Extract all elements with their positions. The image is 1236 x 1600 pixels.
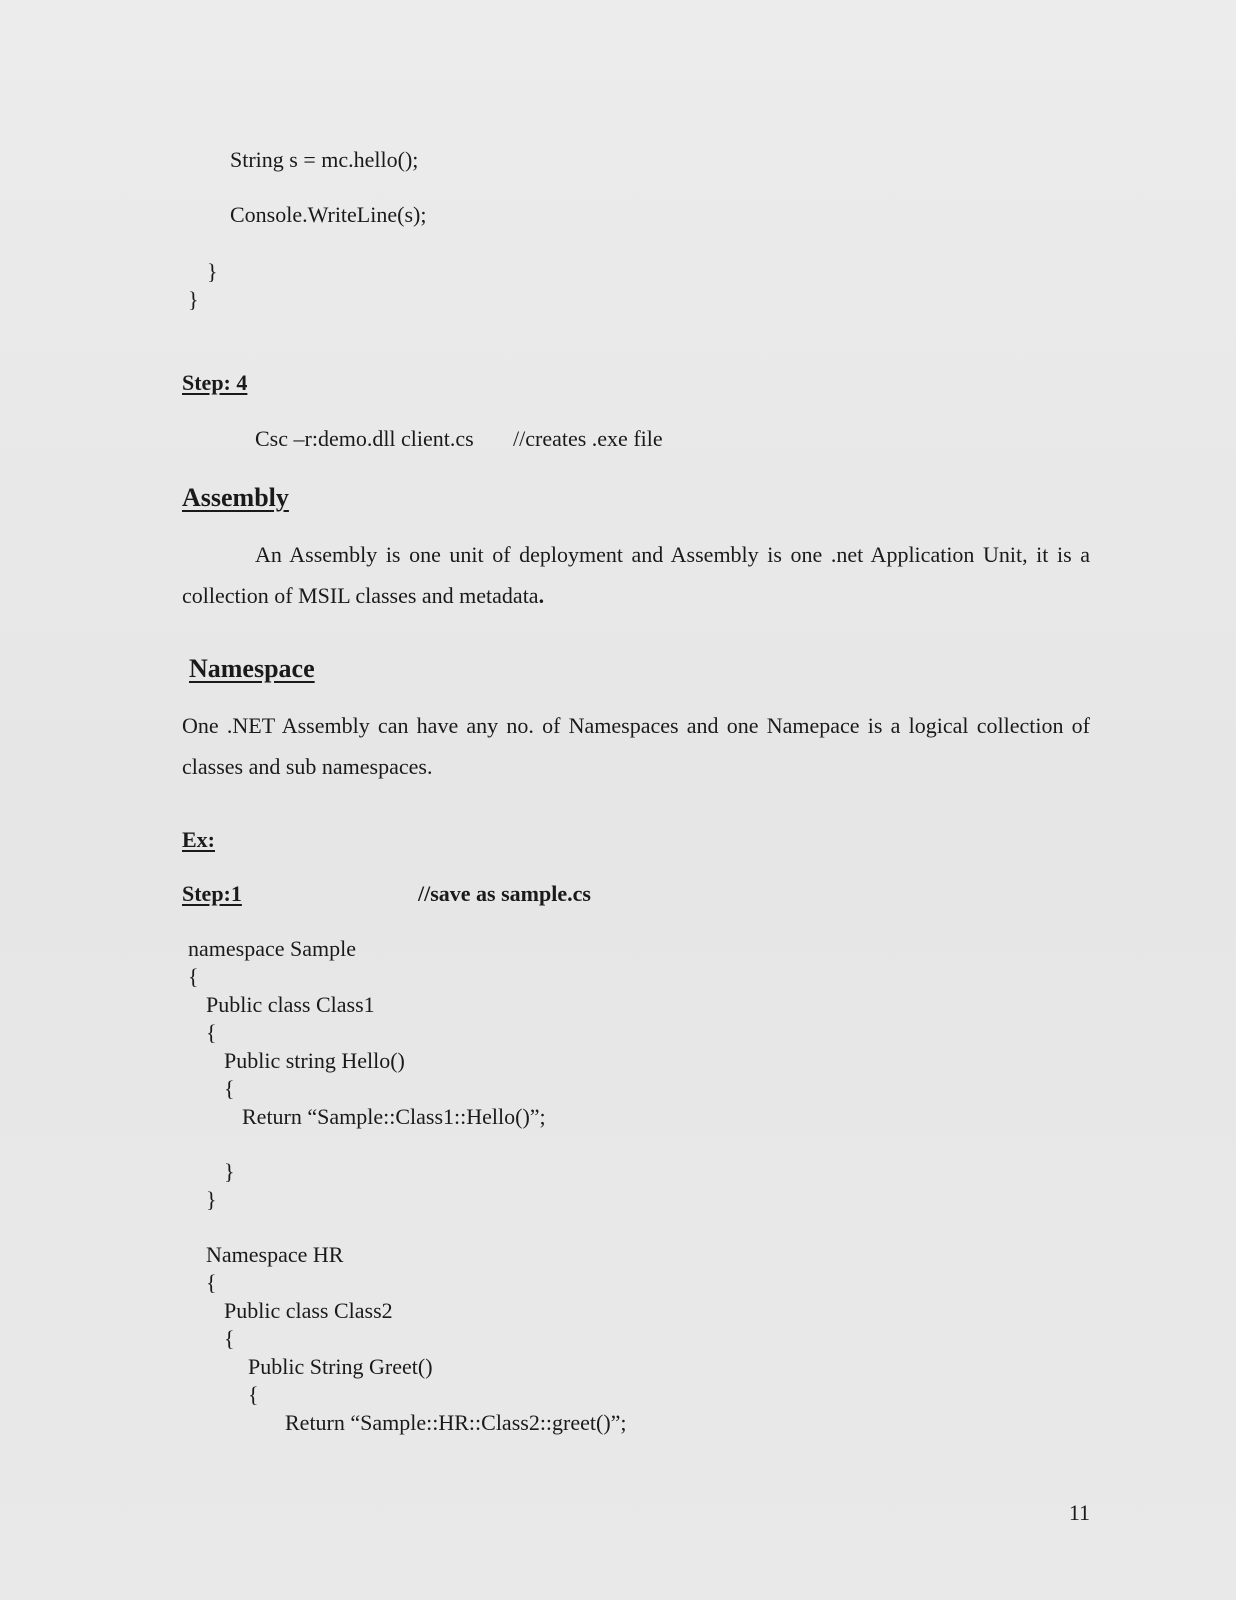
code-line: { [224, 1326, 235, 1351]
code-line: Public class Class2 [224, 1298, 393, 1323]
namespace-text: One .NET Assembly can have any no. of Namespaces and one Namepace is a logical collection of classes and sub namespaces. [182, 713, 1090, 779]
code-line: Public string Hello() [224, 1048, 405, 1073]
code-line: Console.WriteLine(s); [230, 202, 427, 227]
page-number: 11 [1068, 1500, 1090, 1525]
code-line: { [248, 1382, 259, 1407]
step4-heading: Step: 4 [182, 370, 248, 395]
code-line: { [224, 1076, 235, 1101]
code-line: Public class Class1 [206, 992, 375, 1017]
code-line: { [206, 1020, 217, 1045]
code-brace: } [188, 287, 199, 312]
code-line: String s = mc.hello(); [230, 147, 419, 172]
example-label: Ex: [182, 827, 215, 852]
code-brace: } [207, 259, 218, 284]
assembly-period: . [538, 583, 545, 608]
code-line: Public String Greet() [248, 1354, 433, 1379]
code-line: namespace Sample [188, 936, 356, 961]
code-line: Namespace HR [206, 1242, 344, 1267]
assembly-text: An Assembly is one unit of deployment and Assembly is one .net Application Unit, it is a collection of MSIL classes and metadata [182, 542, 1090, 608]
code-line: } [224, 1159, 235, 1184]
assembly-paragraph [182, 534, 1090, 616]
step4-command: Csc –r:demo.dll client.cs [255, 426, 474, 451]
step1-comment: //save as sample.cs [418, 881, 591, 906]
assembly-heading: Assembly [182, 483, 289, 512]
code-line: Return “Sample::Class1::Hello()”; [242, 1104, 546, 1129]
step4-comment: //creates .exe file [513, 426, 663, 451]
code-line: { [206, 1270, 217, 1295]
code-line: { [188, 964, 199, 989]
namespace-paragraph [182, 705, 1090, 787]
code-line: Return “Sample::HR::Class2::greet()”; [285, 1410, 627, 1435]
code-line: } [206, 1187, 217, 1212]
namespace-heading: Namespace [189, 654, 315, 683]
step1-label: Step:1 [182, 881, 242, 906]
